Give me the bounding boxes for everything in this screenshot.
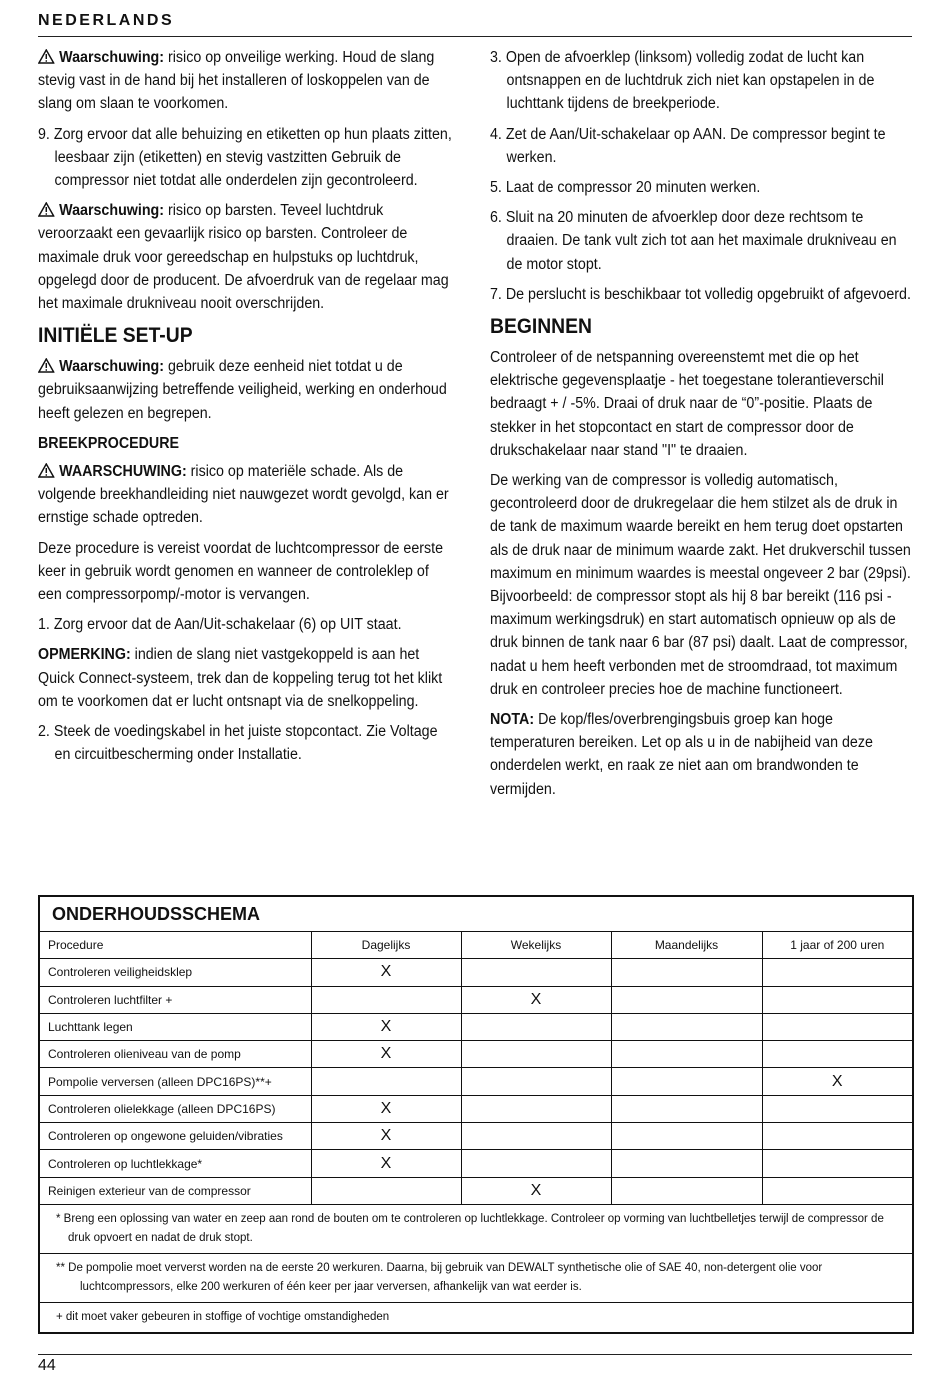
table-cell: X [762, 1068, 913, 1095]
list-item-1: 1. Zorg ervoor dat de Aan/Uit-schakelaar (6) op UIT staat. [38, 616, 402, 634]
table-cell [762, 1123, 913, 1150]
table-cell: Luchttank legen [39, 1013, 311, 1040]
table-cell: Controleren op ongewone geluiden/vibraties [39, 1123, 311, 1150]
list-item-5: 5. Laat de compressor 20 minuten werken. [490, 179, 761, 197]
table-cell [461, 1013, 611, 1040]
table-cell [461, 959, 611, 986]
column-header: Maandelijks [611, 932, 762, 959]
table-cell: X [311, 1095, 461, 1122]
footer-divider [38, 1354, 912, 1355]
list-item-2: 2. Steek de voedingskabel in het juiste stopcontact. Zie Voltage en circuitbescherming onder Installatie. [38, 723, 438, 764]
table-cell: X [311, 1013, 461, 1040]
table-cell [611, 959, 762, 986]
table-cell [762, 1150, 913, 1177]
table-row [39, 986, 913, 1013]
table-cell: Controleren op luchtlekkage* [39, 1150, 311, 1177]
subheading-breakprocedure: BREEKPROCEDURE [38, 434, 180, 452]
warning-icon [38, 49, 55, 64]
list-item-9: 9. Zorg ervoor dat alle behuizing en etiketten op hun plaats zitten, leesbaar zijn (etiketten) en stevig vastzitten Gebruik de compressor niet totdat alle onderdelen zijn gecontroleerd. [38, 125, 452, 190]
right-column [490, 46, 913, 808]
maintenance-schedule-table [38, 895, 914, 1334]
table-footnote-2: ** De pompolie moet ververst worden na de eerste 20 werkuren. Daarna, bij gebruik van DEWALT synthetische olie of SAE 40, non-detergent olie voor luchtcompressors, elke 200 werkuren of één keer per jaar verversen, afhankelijk van wat eerder is. [39, 1253, 913, 1302]
table-row [39, 1013, 913, 1040]
warning-paragraph-hose: Waarschuwing: risico op onveilige werking. Houd de slang stevig vast in de hand bij het installeren of loskoppelen van de slang om slaan te voorkomen. [38, 49, 435, 113]
begin-paragraph-2: De werking van de compressor is volledig automatisch, gecontroleerd door de drukregelaar die hem stilzet als de druk in de tank de maximum waarde bereikt en hem terug doet opstarten als de druk naar de minimum waarde zakt. Het drukverschil tussen maximum en minimum waardes is meestal ongeveer 2 bar (29psi). Bijvoorbeeld: de compressor stopt als hij 8 bar bereikt (116 psi - maximum werkingsdruk) en start automatisch opnieuw op als de druk binnen de tank naar 6 bar (87 psi) daalt. Laat de compressor, nadat u hem heeft verbonden met de stroomdraad, tot maximum druk en controleer precies hoe de machine functioneert. [490, 472, 911, 698]
table-footnote-1: * Breng een oplossing van water en zeep aan rond de bouten om te controleren op luchtlekkage. Controleer op vorming van luchtbelletjes terwijl de compressor de druk opvoert en nadat de druk stopt. [39, 1204, 913, 1253]
table-row [39, 1123, 913, 1150]
warning-icon [38, 202, 55, 217]
table-cell: Controleren veiligheidsklep [39, 959, 311, 986]
table-cell [762, 1041, 913, 1068]
table-cell: Controleren olielekkage (alleen DPC16PS) [39, 1095, 311, 1122]
table-cell [762, 986, 913, 1013]
table-row [39, 959, 913, 986]
left-column [38, 46, 452, 773]
column-header: Wekelijks [461, 932, 611, 959]
table-row [39, 1150, 913, 1177]
warning-paragraph-burst: Waarschuwing: risico op barsten. Teveel luchtdruk veroorzaakt een gevaarlijk risico op barsten. Controleer de maximale druk voor gereedschap en hulpstuks op luchtdruk, opgelegd door de producent. De afvoerdruk van de regelaar mag het maximale drukniveau nooit overschrijden. [38, 202, 449, 313]
warning-paragraph-damage: WAARSCHUWING: risico op materiële schade. Als de volgende breekhandleiding niet nauwgezet wordt gevolgd, kan er ernstige schade optreden. [38, 463, 449, 527]
table-cell [611, 1123, 762, 1150]
section-heading-begin: BEGINNEN [490, 315, 592, 339]
table-title: ONDERHOUDSSCHEMA [39, 896, 913, 932]
table-cell: Controleren olieniveau van de pomp [39, 1041, 311, 1068]
table-cell [311, 986, 461, 1013]
list-item-6: 6. Sluit na 20 minuten de afvoerklep door deze rechtsom te draaien. De tank vult zich tot aan het maximale drukniveau en de motor stopt. [490, 209, 897, 273]
procedure-paragraph: Deze procedure is vereist voordat de luchtcompressor de eerste keer in gebruik wordt genomen en wanneer de controleklep of een compressorpomp/-motor is vervangen. [38, 539, 444, 604]
table-header-row [39, 932, 913, 959]
table-cell: Controleren luchtfilter + [39, 986, 311, 1013]
page-number: 44 [38, 1357, 56, 1374]
table-cell: X [311, 959, 461, 986]
table-cell [611, 986, 762, 1013]
table-cell [762, 959, 913, 986]
table-cell [762, 1177, 913, 1204]
begin-paragraph-1: Controleer of de netspanning overeenstemt met die op het elektrische gegevensplaatje - het toegestane tolerantieverschil bedraagt + / -5%. Draai of druk naar de “0”-positie. Plaats de stekker in het stopcontact en start de compressor door de drukschakelaar naar stand "I" te draaien. [490, 349, 884, 459]
table-row [39, 1095, 913, 1122]
table-cell [311, 1177, 461, 1204]
table-cell [461, 1041, 611, 1068]
column-header: Dagelijks [311, 932, 461, 959]
table-cell [461, 1068, 611, 1095]
list-item-7: 7. De perslucht is beschikbaar tot volledig opgebruikt of afgevoerd. [490, 285, 911, 303]
warning-paragraph-manual: Waarschuwing: gebruik deze eenheid niet totdat u de gebruiksaanwijzing betreffende veiligheid, werking en onderhoud heeft gelezen en begrepen. [38, 358, 447, 422]
table-cell [461, 1123, 611, 1150]
table-cell: X [311, 1123, 461, 1150]
table-cell: Reinigen exterieur van de compressor [39, 1177, 311, 1204]
table-footnote-3: + dit moet vaker gebeuren in stoffige of vochtige omstandigheden [39, 1302, 913, 1333]
table-cell [762, 1095, 913, 1122]
table-row [39, 1068, 913, 1095]
table-cell [611, 1068, 762, 1095]
table-cell [611, 1095, 762, 1122]
section-heading-setup: INITIËLE SET-UP [38, 324, 193, 348]
list-item-3: 3. Open de afvoerklep (linksom) volledig zodat de lucht kan ontsnappen en de luchtdruk zich niet kan opstapelen in de luchttank tijdens de breekperiode. [490, 49, 875, 113]
language-header: NEDERLANDS [38, 12, 175, 29]
table-cell [762, 1013, 913, 1040]
header-divider [38, 36, 912, 37]
table-cell [611, 1177, 762, 1204]
remark-paragraph: OPMERKING: indien de slang niet vastgekoppeld is aan het Quick Connect-systeem, trek dan de koppeling terug tot het klikt om te voorkomen dat er lucht ontsnapt via de snelkoppeling. [38, 646, 443, 710]
table-cell: X [461, 1177, 611, 1204]
table-cell [461, 1150, 611, 1177]
warning-icon [38, 358, 55, 373]
table-cell [611, 1013, 762, 1040]
table-row [39, 1041, 913, 1068]
table-row [39, 1177, 913, 1204]
table-cell [611, 1041, 762, 1068]
list-item-4: 4. Zet de Aan/Uit-schakelaar op AAN. De compressor begint te werken. [490, 125, 886, 166]
table-cell: X [311, 1041, 461, 1068]
table-cell [611, 1150, 762, 1177]
table-cell: X [461, 986, 611, 1013]
note-paragraph: NOTA: De kop/fles/overbrengingsbuis groep kan hoge temperaturen bereiken. Let op als u in de nabijheid van deze onderdelen werkt, en raak ze niet aan om brandwonden te vermijden. [490, 711, 873, 798]
warning-icon [38, 463, 55, 478]
column-header: Procedure [39, 932, 311, 959]
column-header: 1 jaar of 200 uren [762, 932, 913, 959]
table-cell [461, 1095, 611, 1122]
table-cell: X [311, 1150, 461, 1177]
table-cell [311, 1068, 461, 1095]
table-cell: Pompolie verversen (alleen DPC16PS)**+ [39, 1068, 311, 1095]
